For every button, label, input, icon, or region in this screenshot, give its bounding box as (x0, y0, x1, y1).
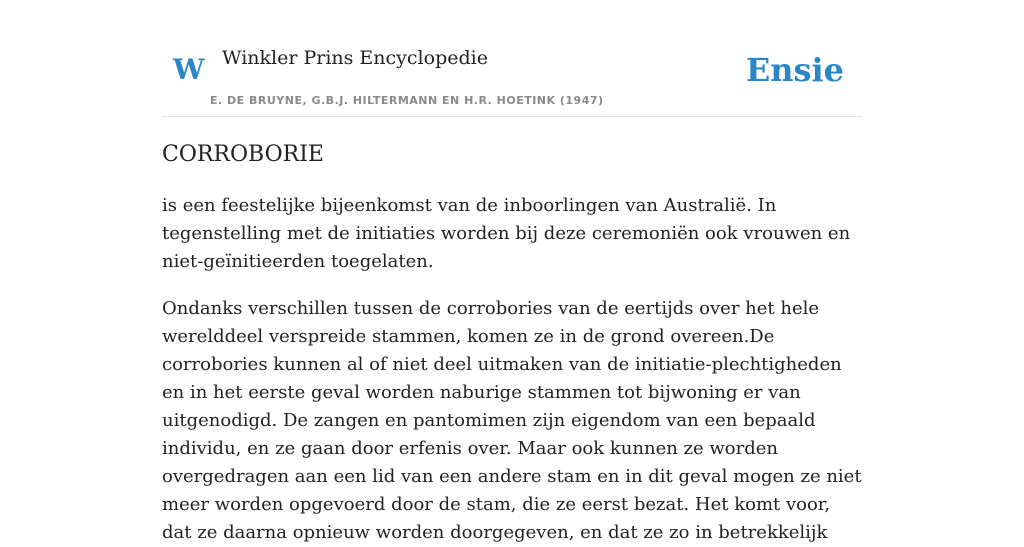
brand-logo[interactable]: Ensie (745, 51, 844, 89)
site-logo[interactable]: W (173, 53, 205, 86)
site-title[interactable]: Winkler Prins Encyclopedie (222, 47, 488, 69)
article (162, 138, 862, 547)
site-header (162, 0, 862, 117)
authors-byline: E. DE BRUYNE, G.B.J. HILTERMANN EN H.R. HOETINK (1947) (210, 94, 604, 107)
article-paragraph: Ondanks verschillen tussen de corrobories van de eertijds over het hele werelddeel verspreide stammen, komen ze in de grond overeen.De corrobories kunnen al of niet deel uitmaken van de initiatie-plechtigheden en in het eerste geval worden naburige stammen tot bijwoning er van uitgenodigd. De zangen en pantomimen zijn eigendom van een bepaald individu, en ze gaan door erfenis over. Maar ook kunnen ze worden overgedragen aan een lid van een andere stam en in dit geval mogen ze niet meer worden opgevoerd door de stam, die ze eerst bezat. Het komt voor, dat ze daarna opnieuw worden doorgegeven, en dat ze zo in betrekkelijk (162, 298, 862, 543)
article-title: CORROBORIE (162, 142, 324, 167)
article-paragraph: is een feestelijke bijeenkomst van de inboorlingen van Australië. In tegenstelling met de initiaties worden bij deze ceremoniën ook vrouwen en niet-geïnitieerden toegelaten. (162, 195, 851, 272)
